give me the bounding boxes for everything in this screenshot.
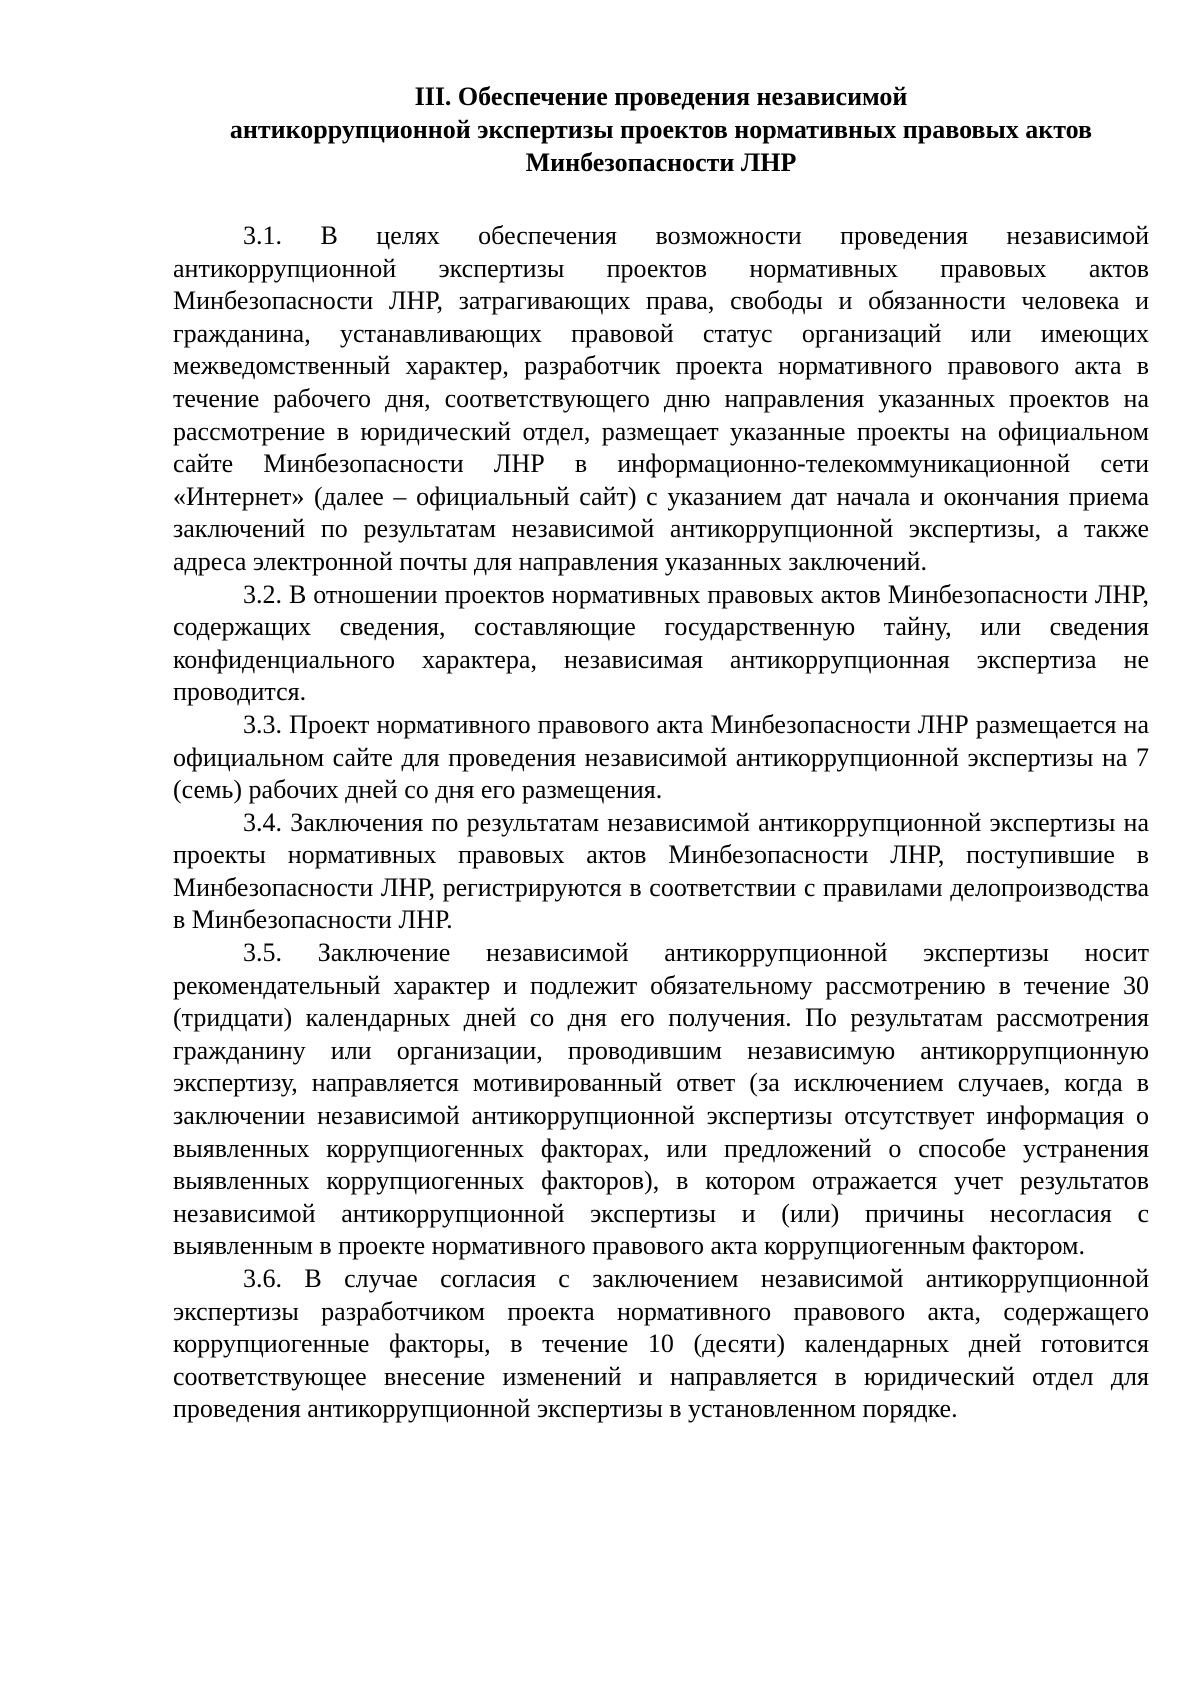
paragraph-3-6: 3.6. В случае согласия с заключением независимой антикоррупционной экспертизы разработчиком проекта нормативного правового акта, содержащего коррупциогенные факторы, в течение 10 (десяти) календарных дней готовится соответствующее внесение изменений и направляется в юридический отдел для проведения антикоррупционной экспертизы в установленном порядке.: [173, 1264, 1149, 1424]
section-heading: [173, 80, 1149, 179]
section-heading-line-2: антикоррупционной экспертизы проектов нормативных правовых актов: [229, 115, 1093, 144]
section-heading-line-1: III. Обеспечение проведения независимой: [414, 82, 908, 111]
paragraph-3-3: 3.3. Проект нормативного правового акта Минбезопасности ЛНР размещается на официальном сайте для проведения независимой антикоррупционной экспертизы на 7 (семь) рабочих дней со дня его размещения.: [173, 709, 1149, 805]
paragraph-3-2: 3.2. В отношении проектов нормативных правовых актов Минбезопасности ЛНР, содержащих сведения, составляющие государственную тайну, или сведения конфиденциального характера, независимая антикоррупционная экспертиза не проводится.: [173, 579, 1149, 707]
paragraph-3-5: 3.5. Заключение независимой антикоррупционной экспертизы носит рекомендательный характер и подлежит обязательному рассмотрению в течение 30 (тридцати) календарных дней со дня его получения. По результатам рассмотрения гражданину или организации, проводившим независимую антикоррупционную экспертизу, направляется мотивированный ответ (за исключением случаев, когда в заключении независимой антикоррупционной экспертизы отсутствует информация о выявленных коррупциогенных факторах, или предложений о способе устранения выявленных коррупциогенных факторов), в котором отражается учет результатов независимой антикоррупционной экспертизы и (или) причины несогласия с выявленным в проекте нормативного правового акта коррупциогенным фактором.: [173, 938, 1149, 1261]
paragraph-3-1: 3.1. В целях обеспечения возможности проведения независимой антикоррупционной экспертизы проектов нормативных правовых актов Минбезопасности ЛНР, затрагивающих права, свободы и обязанности человека и гражданина, устанавливающих правовой статус организаций или имеющих межведомственный характер, разработчик проекта нормативного правового акта в течение рабочего дня, соответствующего дню направления указанных проектов на рассмотрение в юридический отдел, размещает указанные проекты на официальном сайте Минбезопасности ЛНР в информационно-телекоммуникационной сети «Интернет» (далее – официальный сайт) с указанием дат начала и окончания приема заключений по результатам независимой антикоррупционной экспертизы, а также адреса электронной почты для направления указанных заключений.: [173, 221, 1149, 576]
paragraph-3-4: 3.4. Заключения по результатам независимой антикоррупционной экспертизы на проекты нормативных правовых актов Минбезопасности ЛНР, поступившие в Минбезопасности ЛНР, регистрируются в соответствии с правилами делопроизводства в Минбезопасности ЛНР.: [173, 807, 1149, 935]
section-heading-line-3: Минбезопасности ЛНР: [525, 148, 797, 177]
document-page: [173, 80, 1149, 1426]
